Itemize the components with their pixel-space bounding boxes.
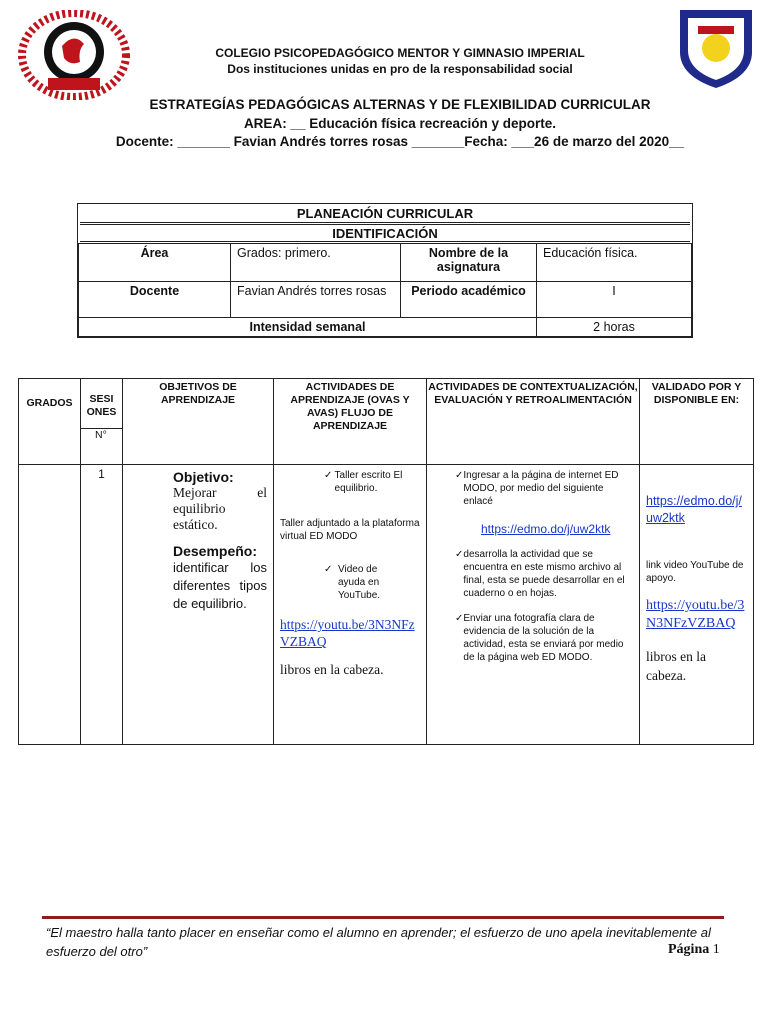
school-motto: Dos instituciones unidas en pro de la responsabilidad social xyxy=(227,62,573,76)
check-icon: ✓ xyxy=(324,470,333,481)
footer-divider xyxy=(42,916,724,919)
planning-table xyxy=(77,203,693,338)
activity-video: Video de ayuda en YouTube. xyxy=(338,564,381,601)
check-icon: ✓ xyxy=(324,564,333,575)
sesiones-label: SESI ONES xyxy=(81,379,122,429)
check-icon: ✓ xyxy=(455,549,464,560)
teacher-date-line: Docente: _______ Favian Andrés torres rosas _______Fecha: ___26 de marzo del 2020__ xyxy=(115,134,685,149)
page-number: 1 xyxy=(712,942,720,957)
subject-label: Nombre de la asignatura xyxy=(401,244,537,282)
check-icon: ✓ xyxy=(455,470,464,481)
performance-text: identificar los diferentes tipos de equilibrio. xyxy=(173,560,267,611)
subject-value: Educación física. xyxy=(537,244,692,282)
performance-label: Desempeño: xyxy=(173,543,258,559)
intensity-label: Intensidad semanal xyxy=(79,318,537,337)
school-logo-right xyxy=(676,4,756,90)
validated-edmodo-link[interactable]: https://edmo.do/j/uw2ktk xyxy=(646,494,742,525)
col-sesiones xyxy=(81,379,123,465)
col-objetivos: OBJETIVOS DE APRENDIZAJE xyxy=(123,379,274,465)
session-number: 1 xyxy=(81,465,123,745)
context-step-1: Ingresar a la página de internet ED MODO, por medio del siguiente enlacé xyxy=(463,470,619,507)
area-line: AREA: __ Educación física recreación y deporte. xyxy=(243,116,557,131)
activity-youtube-link[interactable]: https://youtu.be/3N3NFzVZBAQ xyxy=(280,617,415,649)
context-cell xyxy=(427,465,640,745)
activity-workshop: Taller escrito El equilibrio. xyxy=(334,470,403,494)
grade-cell xyxy=(19,465,81,745)
col-validado: VALIDADO POR Y DISPONIBLE EN: xyxy=(640,379,754,465)
context-step-2: desarrolla la actividad que se encuentra en este mismo archivo al final, esta se puede desarrollar en el cuaderno o en hojas. xyxy=(463,549,625,599)
activities-table xyxy=(18,378,754,745)
document-title: ESTRATEGÍAS PEDAGÓGICAS ALTERNAS Y DE FLEXIBILIDAD CURRICULAR xyxy=(149,97,651,112)
activity-extra: libros en la cabeza. xyxy=(280,662,384,677)
teacher-label: Docente xyxy=(79,282,231,318)
area-label: Área xyxy=(79,244,231,282)
col-actividades: ACTIVIDADES DE APRENDIZAJE (OVAS Y AVAS) FLUJO DE APRENDIZAJE xyxy=(274,379,427,465)
sesiones-number-label: N° xyxy=(95,429,107,441)
activities-cell xyxy=(274,465,427,745)
objective-label: Objetivo: xyxy=(173,469,234,485)
page-indicator xyxy=(668,942,720,958)
period-value: I xyxy=(537,282,692,318)
page-label: Página xyxy=(668,942,710,957)
school-logo-left xyxy=(18,10,130,100)
col-contexto: ACTIVIDADES DE CONTEXTUALIZACIÓN, EVALUACIÓN Y RETROALIMENTACIÓN xyxy=(427,379,640,465)
school-name: COLEGIO PSICOPEDAGÓGICO MENTOR Y GIMNASIO IMPERIAL xyxy=(215,46,585,60)
validated-extra: libros en la cabeza. xyxy=(646,649,706,683)
check-icon: ✓ xyxy=(455,613,464,624)
grade-value: Grados: primero. xyxy=(231,244,401,282)
objective-text: Mejorar el equilibrio estático. xyxy=(173,485,267,532)
activity-note: Taller adjuntado a la plataforma virtual ED MODO xyxy=(280,518,420,542)
validated-note: link video YouTube de apoyo. xyxy=(646,560,744,584)
period-label: Periodo académico xyxy=(401,282,537,318)
objective-cell xyxy=(123,465,274,745)
footer-quote: “El maestro halla tanto placer en enseñar como el alumno en aprender; el esfuerzo de uno apela inevitablemente al esfuerzo del otro” xyxy=(46,925,711,959)
intensity-value: 2 horas xyxy=(537,318,692,337)
col-grados: GRADOS xyxy=(19,379,81,465)
context-step-3: Enviar una fotografía clara de evidencia de la solución de la actividad, esta se enviará por medio de la página web ED MODO. xyxy=(463,613,624,663)
validated-youtube-link[interactable]: https://youtu.be/3N3NFzVZBAQ xyxy=(646,598,745,631)
teacher-value: Favian Andrés torres rosas xyxy=(231,282,401,318)
validated-cell xyxy=(640,465,754,745)
identification-title: IDENTIFICACIÓN xyxy=(80,224,690,242)
planning-title: PLANEACIÓN CURRICULAR xyxy=(80,205,690,223)
context-edmodo-link[interactable]: https://edmo.do/j/uw2ktk xyxy=(481,522,611,536)
